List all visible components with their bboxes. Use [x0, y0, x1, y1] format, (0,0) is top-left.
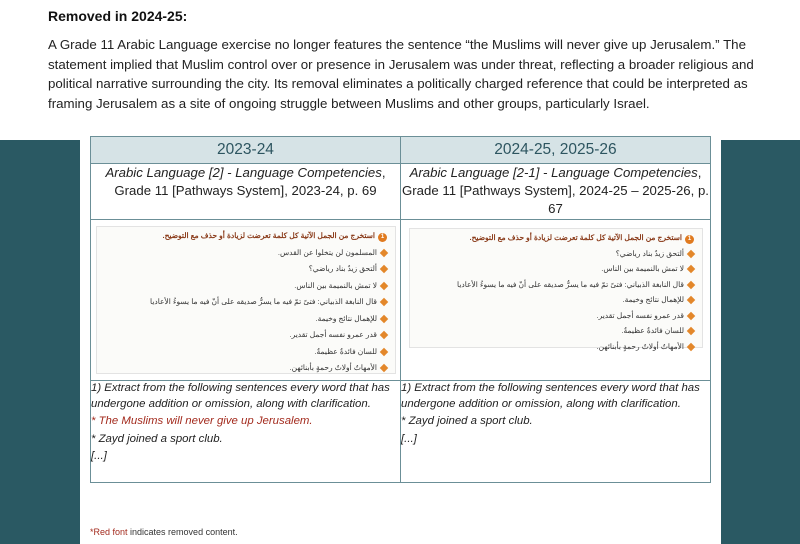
- scan-text: قال النابغة الذبياني: فتىً تمّ فيه ما يسرُّ صديقه على أنّ فيه ما يسوءُ الأعاديا: [457, 279, 684, 289]
- footnote-red-label: *Red font: [90, 527, 128, 537]
- scan-text: للسان فائدةٌ عظيمةٌ.: [314, 346, 377, 356]
- scan-text: استخرج من الجمل الآتية كل كلمة تعرضت لزيادة أو حذف مع التوضيح.: [162, 231, 375, 240]
- scan-text: للإهمال نتائج وخيمة.: [315, 313, 377, 323]
- question-number-icon: 1: [685, 235, 694, 244]
- scan-text: الأمهاتُ أولاتُ رحمةٍ بأبنائهن.: [596, 341, 684, 351]
- scan-text: للإهمال نتائج وخيمة.: [622, 295, 684, 304]
- textbook-scan-cell-new: [401, 220, 711, 381]
- scan-text: ألتحق زيدٌ بناد رياضي؟: [308, 264, 377, 273]
- footnote-text: indicates removed content.: [127, 527, 238, 537]
- bullet-diamond-icon: [687, 311, 695, 319]
- exercise-sentence: [309, 264, 387, 273]
- column-header-2024-26: 2024-25, 2025-26: [401, 137, 711, 164]
- scan-text: لا تمش بالنميمة بين الناس.: [294, 280, 377, 290]
- scan-text: المسلمون لن يتخلوا عن القدس.: [277, 247, 377, 257]
- scan-text: قدر عمرو نفسه أجمل تقدير.: [289, 330, 377, 339]
- bullet-diamond-icon: [380, 331, 388, 339]
- scan-text: قال النابغة الذبياني: فتىً تمّ فيه ما يسرُّ صديقه على أنّ فيه ما يسوءُ الأعاديا: [150, 297, 377, 306]
- translation-line: [...]: [91, 450, 107, 462]
- exercise-sentence: [596, 311, 694, 320]
- exercise-sentence: [290, 363, 387, 372]
- bullet-diamond-icon: [380, 364, 388, 372]
- section-heading: Removed in 2024-25:: [48, 8, 188, 24]
- question-number-icon: 1: [378, 233, 387, 242]
- exercise-sentence: [597, 342, 694, 351]
- translation-line: [...]: [401, 432, 417, 445]
- footnote: [90, 527, 238, 537]
- bullet-diamond-icon: [380, 347, 388, 355]
- bullet-diamond-icon: [380, 248, 388, 256]
- comparison-table: [90, 136, 711, 483]
- bullet-diamond-icon: [687, 327, 695, 335]
- translation-intro: 1) Extract from the following sentences every word that has undergone addition or omission, along with clarification.: [401, 382, 700, 410]
- comparison-card: [80, 123, 721, 544]
- translation-new: [401, 381, 711, 483]
- scan-text: لا تمش بالنميمة بين الناس.: [601, 264, 684, 273]
- removed-sentence: * The Muslims will never give up Jerusalem.: [91, 415, 313, 427]
- textbook-scan-cell-old: [91, 220, 401, 381]
- exercise-sentence: [623, 295, 694, 304]
- bullet-diamond-icon: [687, 249, 695, 257]
- source-citation-new: [401, 164, 711, 220]
- textbook-scan-new: [409, 228, 703, 351]
- source-citation-old: [91, 164, 401, 220]
- textbook-scan-old: [96, 226, 396, 374]
- scan-text: ألتحق زيدٌ بناد رياضي؟: [615, 248, 684, 258]
- exercise-sentence: [278, 248, 387, 257]
- scan-text: الأمهاتُ أولاتُ رحمةٍ بأبنائهن.: [289, 363, 377, 372]
- bullet-diamond-icon: [380, 281, 388, 289]
- exercise-sentence: [316, 314, 387, 323]
- column-header-2023-24: 2023-24: [91, 137, 401, 164]
- source-title: Arabic Language [2] - Language Competencies: [105, 165, 382, 180]
- exercise-sentence: [457, 280, 694, 289]
- exercise-sentence: [150, 297, 387, 306]
- source-title: Arabic Language [2-1] - Language Competencies: [409, 165, 698, 180]
- scan-text: استخرج من الجمل الآتية كل كلمة تعرضت لزيادة أو حذف مع التوضيح.: [469, 233, 682, 242]
- bullet-diamond-icon: [380, 298, 388, 306]
- exercise-sentence: [289, 330, 387, 339]
- translation-intro: 1) Extract from the following sentences every word that has undergone addition or omission, along with clarification.: [91, 382, 390, 410]
- bullet-diamond-icon: [687, 280, 695, 288]
- exercise-sentence: [621, 326, 694, 335]
- exercise-question: [470, 233, 695, 244]
- exercise-sentence: [616, 249, 694, 258]
- explanation-paragraph: A Grade 11 Arabic Language exercise no longer features the sentence “the Muslims will never give up Jerusalem.” The statement implied that Muslim control over or presence in Jerusalem was under threat, reflecting a broader religious and political narrative surrounding the city. Its removal eliminates a politically charged reference that could be interpreted as framing Jerusalem as a site of ongoing struggle between Muslims and other groups, particularly Israel.: [48, 37, 754, 111]
- exercise-sentence: [601, 264, 694, 273]
- bullet-diamond-icon: [687, 296, 695, 304]
- translation-old: [91, 381, 401, 483]
- exercise-sentence: [294, 281, 387, 290]
- bullet-diamond-icon: [687, 265, 695, 273]
- bullet-diamond-icon: [687, 342, 695, 350]
- bullet-diamond-icon: [380, 265, 388, 273]
- exercise-question: [163, 231, 388, 242]
- translation-line: * Zayd joined a sport club.: [91, 432, 223, 445]
- bullet-diamond-icon: [380, 314, 388, 322]
- source-details: , Grade 11 [Pathways System], 2023-24, p. 69: [114, 165, 386, 198]
- scan-text: قدر عمرو نفسه أجمل تقدير.: [596, 310, 684, 320]
- scan-text: للسان فائدةٌ عظيمةٌ.: [621, 326, 684, 335]
- source-details: , Grade 11 [Pathways System], 2024-25 – 2025-26, p. 67: [402, 165, 709, 216]
- translation-line: * Zayd joined a sport club.: [401, 415, 533, 427]
- exercise-sentence: [314, 347, 387, 356]
